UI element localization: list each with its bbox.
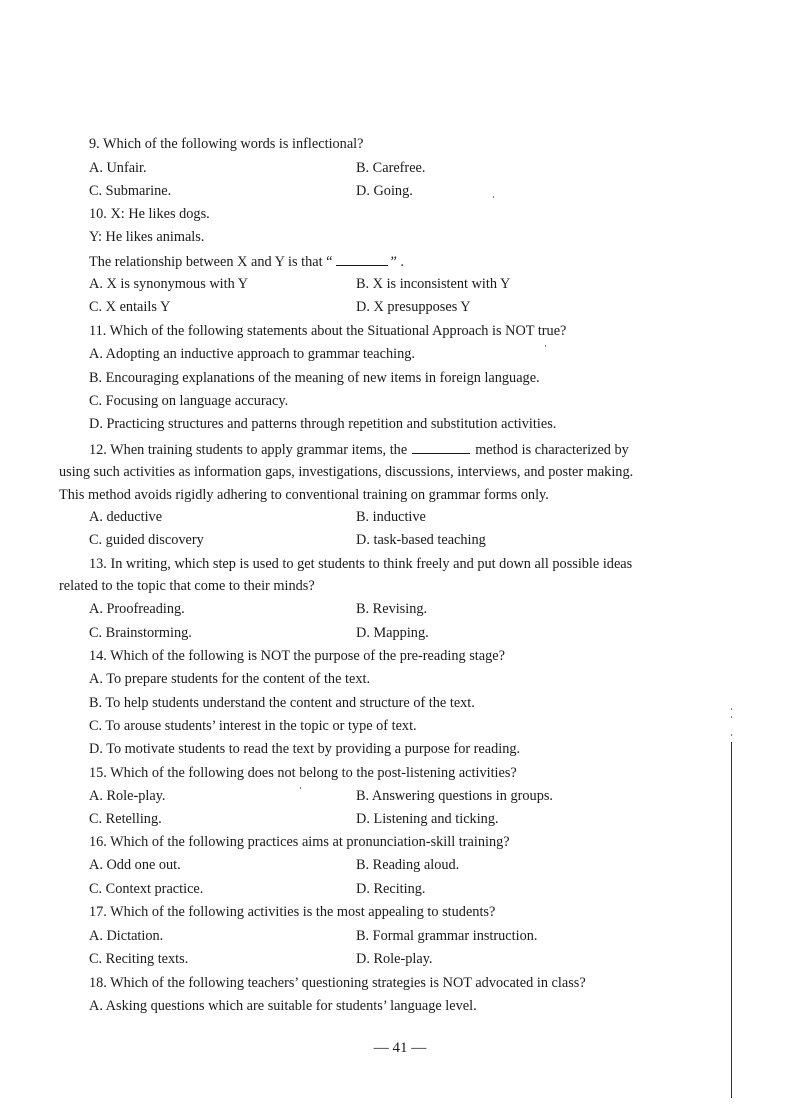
q17-option-b: B. Formal grammar instruction. xyxy=(356,928,538,944)
q15-option-a: A. Role-play. xyxy=(89,788,166,804)
q10-option-a: A. X is synonymous with Y xyxy=(89,276,249,292)
q10-relationship xyxy=(89,251,404,272)
q14-option-a: A. To prepare students for the content of the text. xyxy=(89,671,371,687)
q18-stem: 18. Which of the following teachers’ questioning strategies is NOT advocated in class? xyxy=(89,975,586,991)
q12-stem-start: 12. When training students to apply grammar items, the xyxy=(89,442,408,458)
q13-option-d: D. Mapping. xyxy=(356,625,429,641)
q11-option-d: D. Practicing structures and patterns through repetition and substitution activities. xyxy=(89,416,557,432)
q11-option-c: C. Focusing on language accuracy. xyxy=(89,393,289,409)
q9-option-b: B. Carefree. xyxy=(356,160,426,176)
answer-blank xyxy=(412,439,470,454)
q17-stem: 17. Which of the following activities is the most appealing to students? xyxy=(89,904,496,920)
scan-dot xyxy=(545,345,546,347)
q12-option-c: C. guided discovery xyxy=(89,532,204,548)
q17-option-d: D. Role-play. xyxy=(356,951,433,967)
q10-y-sentence: Y: He likes animals. xyxy=(89,229,205,245)
q14-option-b: B. To help students understand the content and structure of the text. xyxy=(89,695,475,711)
q13-stem-line-2: related to the topic that come to their minds? xyxy=(59,578,315,594)
q9-option-a: A. Unfair. xyxy=(89,160,147,176)
scan-dot xyxy=(300,787,301,789)
q16-option-a: A. Odd one out. xyxy=(89,857,181,873)
scan-edge-line xyxy=(731,742,732,1098)
q10-option-b: B. X is inconsistent with Y xyxy=(356,276,511,292)
scan-dot xyxy=(493,196,494,198)
q16-option-d: D. Reciting. xyxy=(356,881,426,897)
q16-option-b: B. Reading aloud. xyxy=(356,857,460,873)
answer-blank xyxy=(336,251,388,266)
q14-option-d: D. To motivate students to read the text by providing a purpose for reading. xyxy=(89,741,521,757)
q10-relationship-text: The relationship between X and Y is that “ xyxy=(89,254,333,270)
q17-option-c: C. Reciting texts. xyxy=(89,951,189,967)
q12-option-a: A. deductive xyxy=(89,509,163,525)
q12-stem xyxy=(89,439,629,460)
q14-stem: 14. Which of the following is NOT the purpose of the pre-reading stage? xyxy=(89,648,505,664)
q13-stem: 13. In writing, which step is used to get students to think freely and put down all possible ideas xyxy=(89,556,633,572)
q16-option-c: C. Context practice. xyxy=(89,881,204,897)
q10-option-c: C. X entails Y xyxy=(89,299,171,315)
q17-option-a: A. Dictation. xyxy=(89,928,164,944)
q15-option-b: B. Answering questions in groups. xyxy=(356,788,553,804)
q11-stem: 11. Which of the following statements about the Situational Approach is NOT true? xyxy=(89,323,567,339)
q12-stem-line-2: using such activities as information gaps, investigations, discussions, interviews, and poster making. xyxy=(59,464,634,480)
q13-option-c: C. Brainstorming. xyxy=(89,625,192,641)
q16-stem: 16. Which of the following practices aims at pronunciation-skill training? xyxy=(89,834,510,850)
page-number: — 41 — xyxy=(373,1040,427,1056)
q13-option-b: B. Revising. xyxy=(356,601,428,617)
q15-option-d: D. Listening and ticking. xyxy=(356,811,499,827)
q10-relationship-end: ” . xyxy=(390,254,405,270)
q12-stem-end: method is characterized by xyxy=(475,442,629,458)
q15-option-c: C. Retelling. xyxy=(89,811,162,827)
scan-dot xyxy=(731,734,732,736)
q18-option-a: A. Asking questions which are suitable for students’ language level. xyxy=(89,998,477,1014)
scan-dot xyxy=(731,716,732,718)
q11-option-a: A. Adopting an inductive approach to grammar teaching. xyxy=(89,346,415,362)
q10-stem: 10. X: He likes dogs. xyxy=(89,206,210,222)
q10-option-d: D. X presupposes Y xyxy=(356,299,471,315)
q13-option-a: A. Proofreading. xyxy=(89,601,185,617)
q9-option-c: C. Submarine. xyxy=(89,183,172,199)
q11-option-b: B. Encouraging explanations of the meaning of new items in foreign language. xyxy=(89,370,540,386)
q15-stem: 15. Which of the following does not belong to the post-listening activities? xyxy=(89,765,517,781)
q12-option-d: D. task-based teaching xyxy=(356,532,486,548)
q12-option-b: B. inductive xyxy=(356,509,426,525)
q9-option-d: D. Going. xyxy=(356,183,413,199)
scan-dot xyxy=(731,708,732,710)
q12-stem-line-3: This method avoids rigidly adhering to conventional training on grammar forms only. xyxy=(59,487,549,503)
q14-option-c: C. To arouse students’ interest in the topic or type of text. xyxy=(89,718,417,734)
q9-stem: 9. Which of the following words is inflectional? xyxy=(89,136,364,152)
